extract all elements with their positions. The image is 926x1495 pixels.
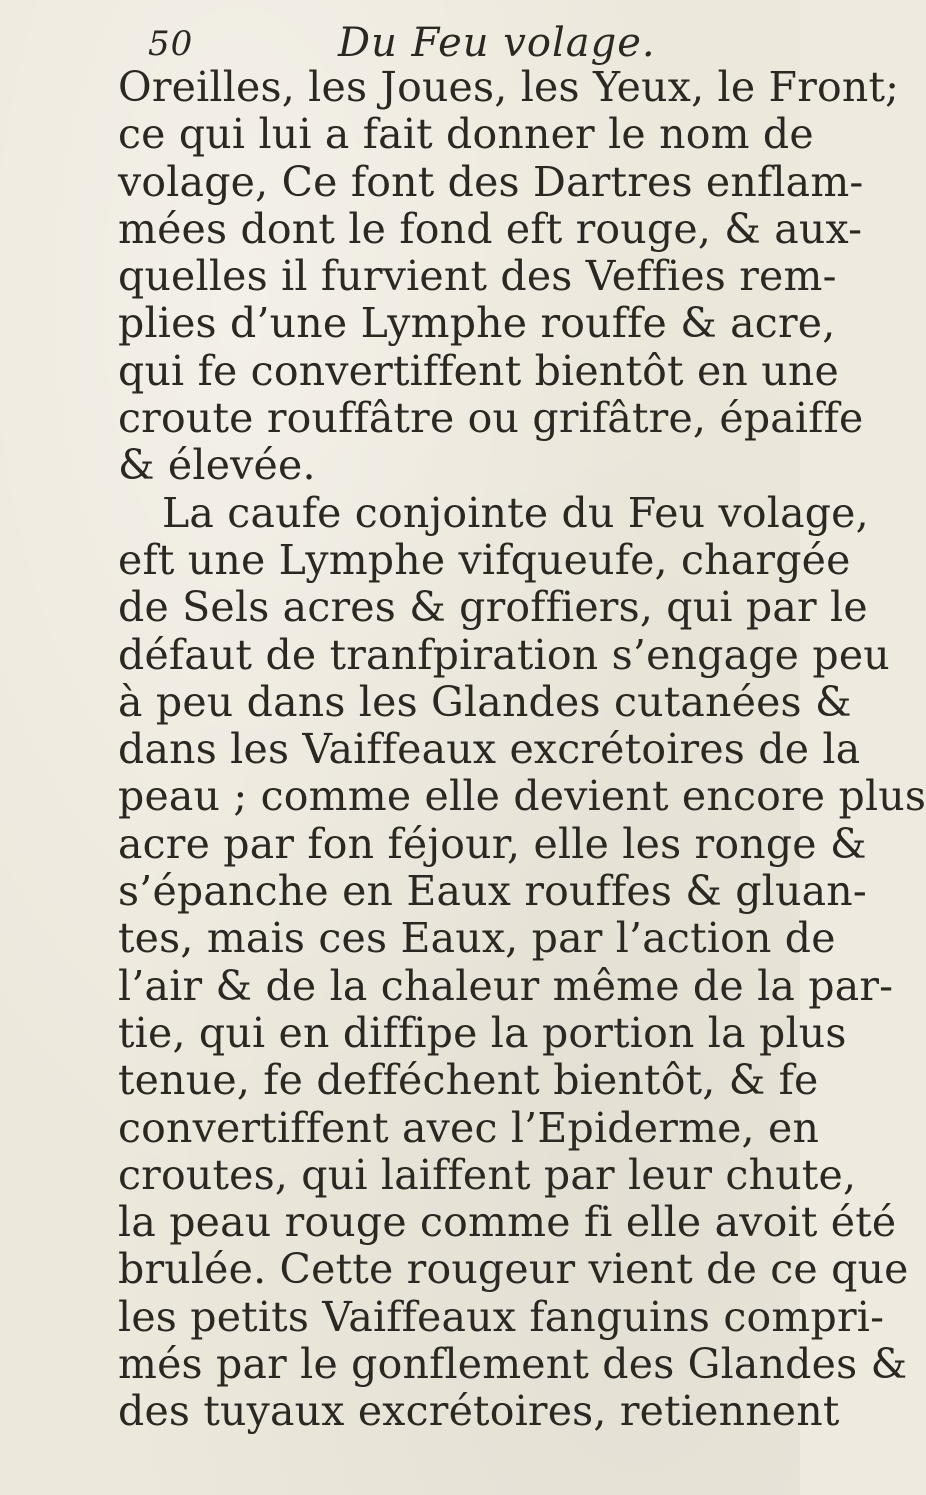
text-line: Oreilles, les Joues, les Yeux, le Front; [118,63,900,111]
text-line: s’épanche en Eaux rouffes & gluan- [118,867,867,916]
text-line: peau ; comme elle devient encore plus [118,772,926,821]
text-line: mées dont le fond eft rouge, & aux- [118,204,863,253]
text-line: croutes, qui laiffent par leur chute, [118,1150,857,1199]
text-line: eft une Lymphe vifqueufe, chargée [118,535,851,584]
text-line: la peau rouge comme fi elle avoit été [118,1198,897,1247]
text-line: de Sels acres & groffiers, qui par le [118,583,868,632]
text-line: dans les Vaiffeaux excrétoires de la [118,725,861,774]
text-line: défaut de tranfpiration s’engage peu [118,630,890,679]
text-line: des tuyaux excrétoires, retiennent [118,1387,840,1436]
text-line: ce qui lui a fait donner le nom de [118,110,814,159]
text-line: brulée. Cette rougeur vient de ce que [118,1245,909,1294]
text-line: & élevée. [118,441,316,490]
page-number: 50 [148,24,194,64]
page-header [0,18,800,68]
text-line: qui fe convertiffent bientôt en une [118,346,839,395]
text-line: tenue, fe defféchent bientôt, & fe [118,1056,819,1105]
running-head: Du Feu volage. [338,20,656,66]
text-line: tie, qui en diffipe la portion la plus [118,1008,847,1057]
text-line: més par le gonflement des Glandes & [118,1340,908,1389]
text-line: volage, Ce font des Dartres enflam- [118,157,864,206]
text-line: l’air & de la chaleur même de la par- [118,961,894,1010]
text-line: tes, mais ces Eaux, par l’action de [118,914,836,963]
text-line: à peu dans les Glandes cutanées & [118,677,852,726]
text-line: convertiffent avec l’Epiderme, en [118,1103,820,1152]
paragraph-start-line: La caufe conjointe du Feu volage, [162,488,869,537]
body-text [118,63,926,1436]
text-line: acre par fon féjour, elle les ronge & [118,819,867,868]
text-line: croute rouffâtre ou grifâtre, épaiffe [118,394,864,443]
text-line: plies d’une Lymphe rouffe & acre, [118,299,836,348]
text-line: les petits Vaiffeaux fanguins compri- [118,1292,885,1341]
text-line: quelles il furvient des Veffies rem- [118,252,837,301]
